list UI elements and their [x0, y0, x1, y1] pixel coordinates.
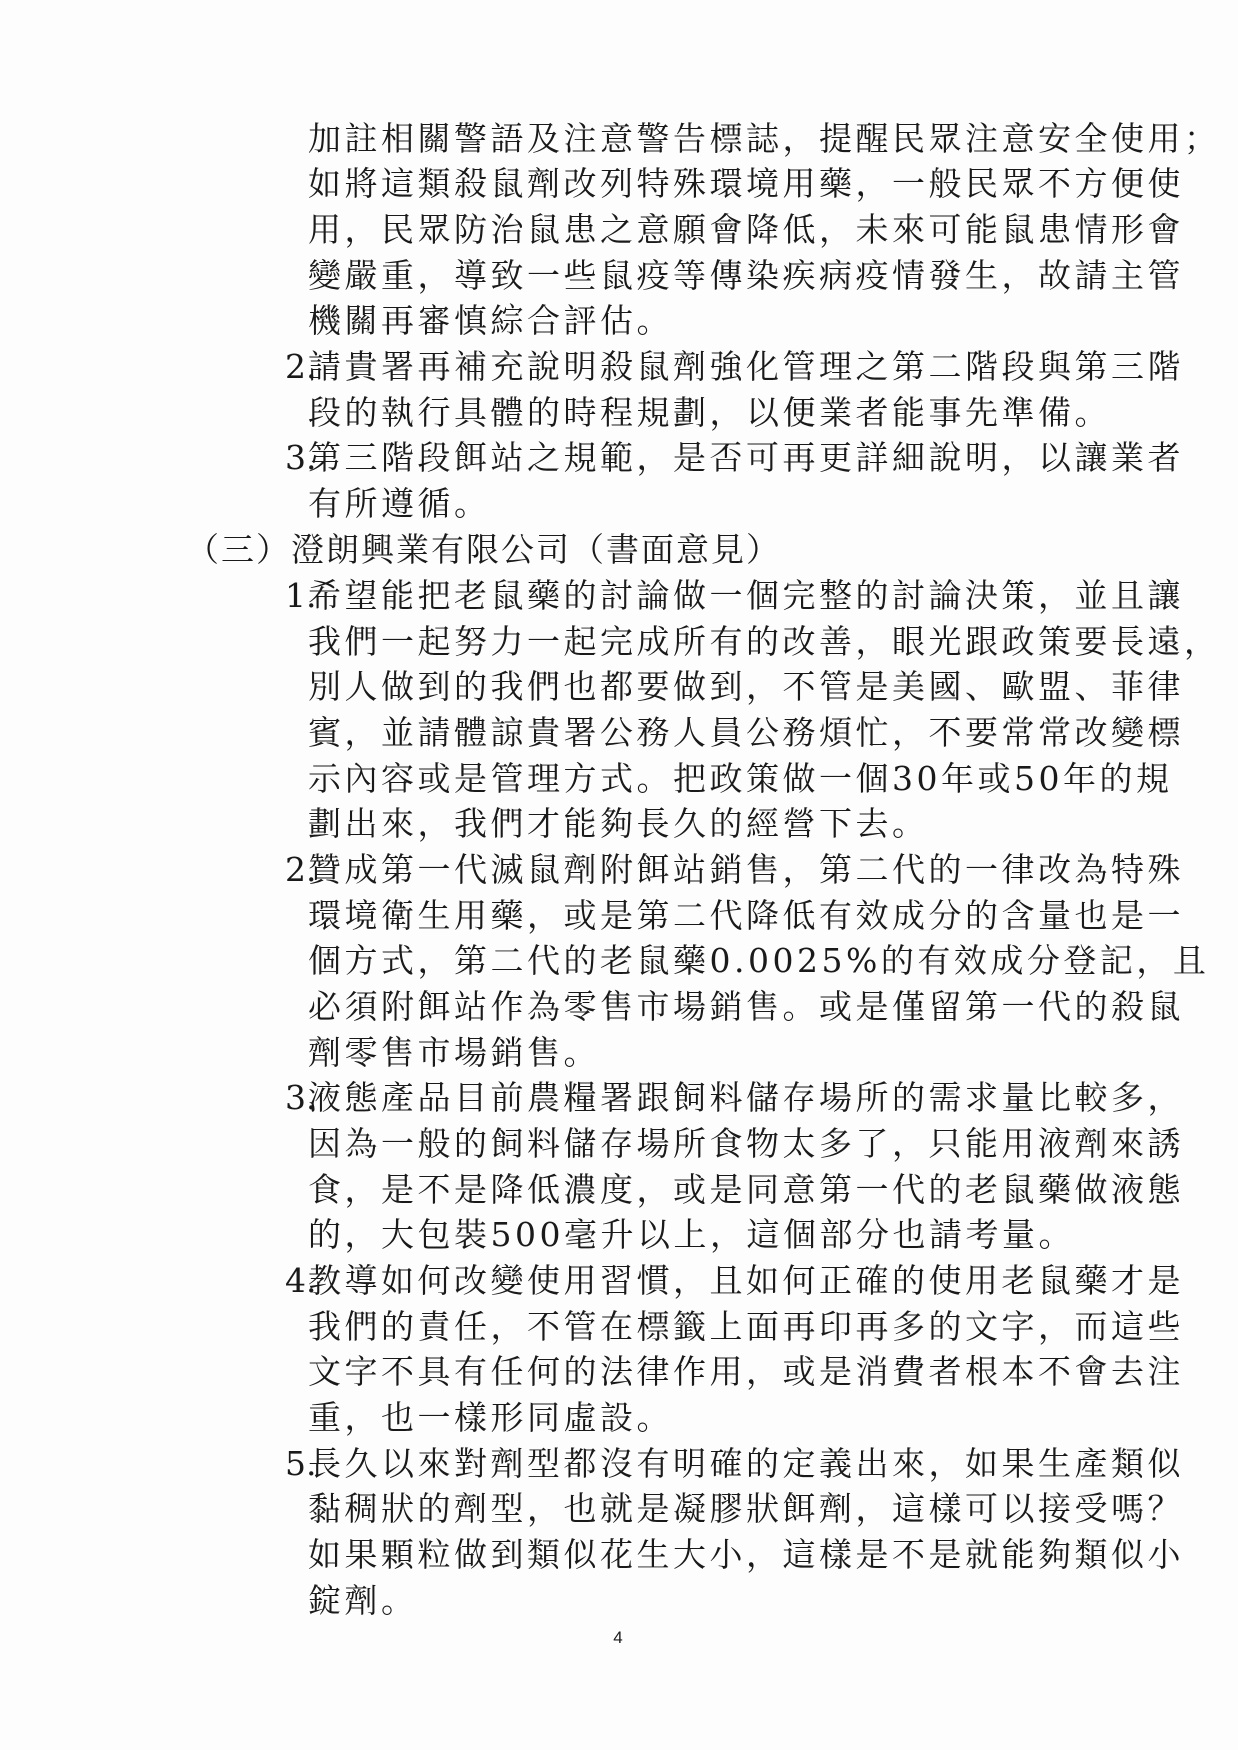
item-line: 黏稠狀的劑型，也就是凝膠狀餌劑，這樣可以接受嗎？: [308, 1489, 1184, 1528]
item-line: 請貴署再補充說明殺鼠劑強化管理之第二階段與第三階: [308, 347, 1184, 386]
item-line: 錠劑。: [308, 1581, 418, 1620]
continuation-line: 用，民眾防治鼠患之意願會降低，未來可能鼠患情形會: [308, 210, 1184, 249]
item-line: 劑零售市場銷售。: [308, 1033, 600, 1072]
continuation-line: 機關再審慎綜合評估。: [308, 301, 673, 340]
item-number: 3.: [285, 1078, 317, 1117]
page-number: 4: [613, 1628, 623, 1647]
item-line: 的，大包裝500毫升以上，這個部分也請考量。: [308, 1215, 1075, 1254]
item-line: 贊成第一代滅鼠劑附餌站銷售，第二代的一律改為特殊: [308, 850, 1184, 889]
item-number: 2.: [285, 850, 317, 889]
item-line: 必須附餌站作為零售市場銷售。或是僅留第一代的殺鼠: [308, 987, 1184, 1026]
continuation-line: 變嚴重，導致一些鼠疫等傳染疾病疫情發生，故請主管: [308, 256, 1184, 295]
item-line: 個方式，第二代的老鼠藥0.0025%的有效成分登記，且: [308, 941, 1210, 980]
item-line: 文字不具有任何的法律作用，或是消費者根本不會去注: [308, 1352, 1184, 1391]
item-line: 別人做到的我們也都要做到，不管是美國、歐盟、菲律: [308, 667, 1184, 706]
continuation-line: 如將這類殺鼠劑改列特殊環境用藥，一般民眾不方便使: [308, 164, 1184, 203]
item-line: 長久以來對劑型都沒有明確的定義出來，如果生產類似: [308, 1444, 1184, 1483]
item-line: 因為一般的飼料儲存場所食物太多了，只能用液劑來誘: [308, 1124, 1184, 1163]
item-line: 第三階段餌站之規範，是否可再更詳細說明，以讓業者: [308, 438, 1184, 477]
item-number: 5.: [285, 1444, 317, 1483]
item-line: 我們的責任，不管在標籤上面再印再多的文字，而這些: [308, 1307, 1184, 1346]
item-line: 賓，並請體諒貴署公務人員公務煩忙，不要常常改變標: [308, 713, 1184, 752]
item-number: 3.: [285, 438, 317, 477]
section-heading: （三）澄朗興業有限公司（書面意見）: [186, 530, 781, 569]
item-number: 4.: [285, 1261, 317, 1300]
item-line: 液態產品目前農糧署跟飼料儲存場所的需求量比較多，: [308, 1078, 1184, 1117]
item-line: 希望能把老鼠藥的討論做一個完整的討論決策，並且讓: [308, 576, 1184, 615]
continuation-line: 加註相關警語及注意警告標誌，提醒民眾注意安全使用；: [308, 119, 1221, 158]
item-line: 食，是不是降低濃度，或是同意第一代的老鼠藥做液態: [308, 1170, 1184, 1209]
item-line: 劃出來，我們才能夠長久的經營下去。: [308, 804, 929, 843]
item-line: 段的執行具體的時程規劃，以便業者能事先準備。: [308, 393, 1111, 432]
item-line: 示內容或是管理方式。把政策做一個30年或50年的規: [308, 759, 1173, 798]
item-line: 環境衛生用藥，或是第二代降低有效成分的含量也是一: [308, 896, 1184, 935]
item-number: 2.: [285, 347, 317, 386]
item-line: 重，也一樣形同虛設。: [308, 1398, 673, 1437]
item-line: 教導如何改變使用習慣，且如何正確的使用老鼠藥才是: [308, 1261, 1184, 1300]
item-line: 有所遵循。: [308, 484, 491, 523]
item-number: 1.: [285, 576, 317, 615]
item-line: 我們一起努力一起完成所有的改善，眼光跟政策要長遠，: [308, 622, 1221, 661]
item-line: 如果顆粒做到類似花生大小，這樣是不是就能夠類似小: [308, 1535, 1184, 1574]
